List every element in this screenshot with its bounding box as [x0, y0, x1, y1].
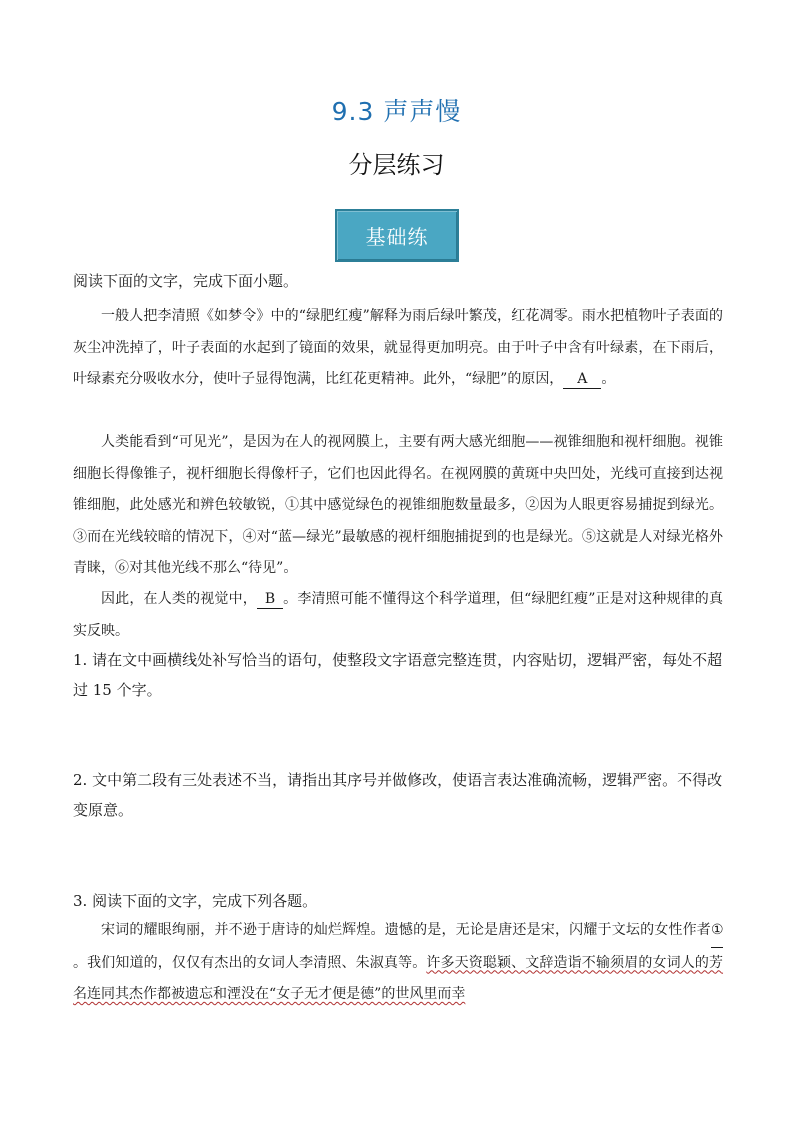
paragraph-text: 。我们知道的，仅仅有杰出的女词人李清照、朱淑真等。 — [73, 954, 427, 971]
passage-paragraph-2 — [73, 427, 723, 585]
page-title: 9.3 声声慢 — [331, 97, 462, 126]
blank-b: B — [257, 590, 283, 609]
paragraph-text: 。李清照可能不懂得这个科学道理，但“绿肥红瘦”正是对这种规律的真实反映。 — [73, 591, 723, 639]
blank-marker-1: ① — [711, 915, 723, 948]
paragraph-text: 宋词的耀眼绚丽，并不逊于唐诗的灿烂辉煌。遗憾的是，无论是唐还是宋，闪耀于文坛的女性作者 — [101, 922, 711, 938]
passage-paragraph-3 — [73, 584, 723, 647]
passage-paragraph-1 — [73, 301, 723, 396]
question-3 — [73, 886, 723, 916]
blank-a: A — [563, 370, 601, 389]
question-text: 3. 阅读下面的文字，完成下列各题。 — [73, 892, 318, 910]
question-2 — [73, 765, 723, 825]
reading-instruction: 阅读下面的文字，完成下面小题。 — [73, 272, 299, 290]
section-label: 基础练 — [365, 225, 429, 249]
paragraph-text: 一般人把李清照《如梦令》中的“绿肥红瘦”解释为雨后绿叶繁茂，红花凋零。雨水把植物叶子表面的灰尘冲洗掉了，叶子表面的水起到了镜面的效果，就显得更加明亮。由于叶子中含有叶绿素，在下雨后，叶绿素充分吸收水分，使叶子显得饱满，比红花更精神。此外，“绿肥”的原因， — [73, 308, 723, 387]
question-text: 2. 文中第二段有三处表述不当，请指出其序号并做修改，使语言表达准确流畅，逻辑严密。不得改变原意。 — [73, 771, 723, 819]
passage-2-paragraph — [73, 915, 723, 1011]
paragraph-text: 。 — [601, 371, 616, 387]
wavy-underlined-sentence: 许多天资聪颖、文辞造诣不输须眉的女词人的芳名连同其杰作都被遗忘和湮没在“女子无才便是德”的世风里而幸 — [73, 954, 724, 1002]
question-1 — [73, 645, 723, 705]
section-label-box — [335, 209, 459, 262]
paragraph-text: 因此，在人类的视觉中， — [101, 591, 257, 607]
page-subtitle: 分层练习 — [348, 151, 445, 179]
paragraph-text: 人类能看到“可见光”，是因为在人的视网膜上，主要有两大感光细胞——视锥细胞和视杆细胞。视锥细胞长得像锥子，视杆细胞长得像杆子，它们也因此得名。在视网膜的黄斑中央凹处，光线可直接到达视锥细胞，此处感光和辨色较敏锐，①其中感觉绿色的视锥细胞数量最多，②因为人眼更容易捕捉到绿光。③而在光线较暗的情况下，④对“蓝—绿光”最敏感的视杆细胞捕捉到的也是绿光。⑤这就是人对绿光格外青睐，⑥对其他光线不那么“待见”。 — [73, 434, 723, 576]
question-text: 1. 请在文中画横线处补写恰当的语句，使整段文字语意完整连贯，内容贴切，逻辑严密，每处不超过 15 个字。 — [73, 651, 723, 699]
